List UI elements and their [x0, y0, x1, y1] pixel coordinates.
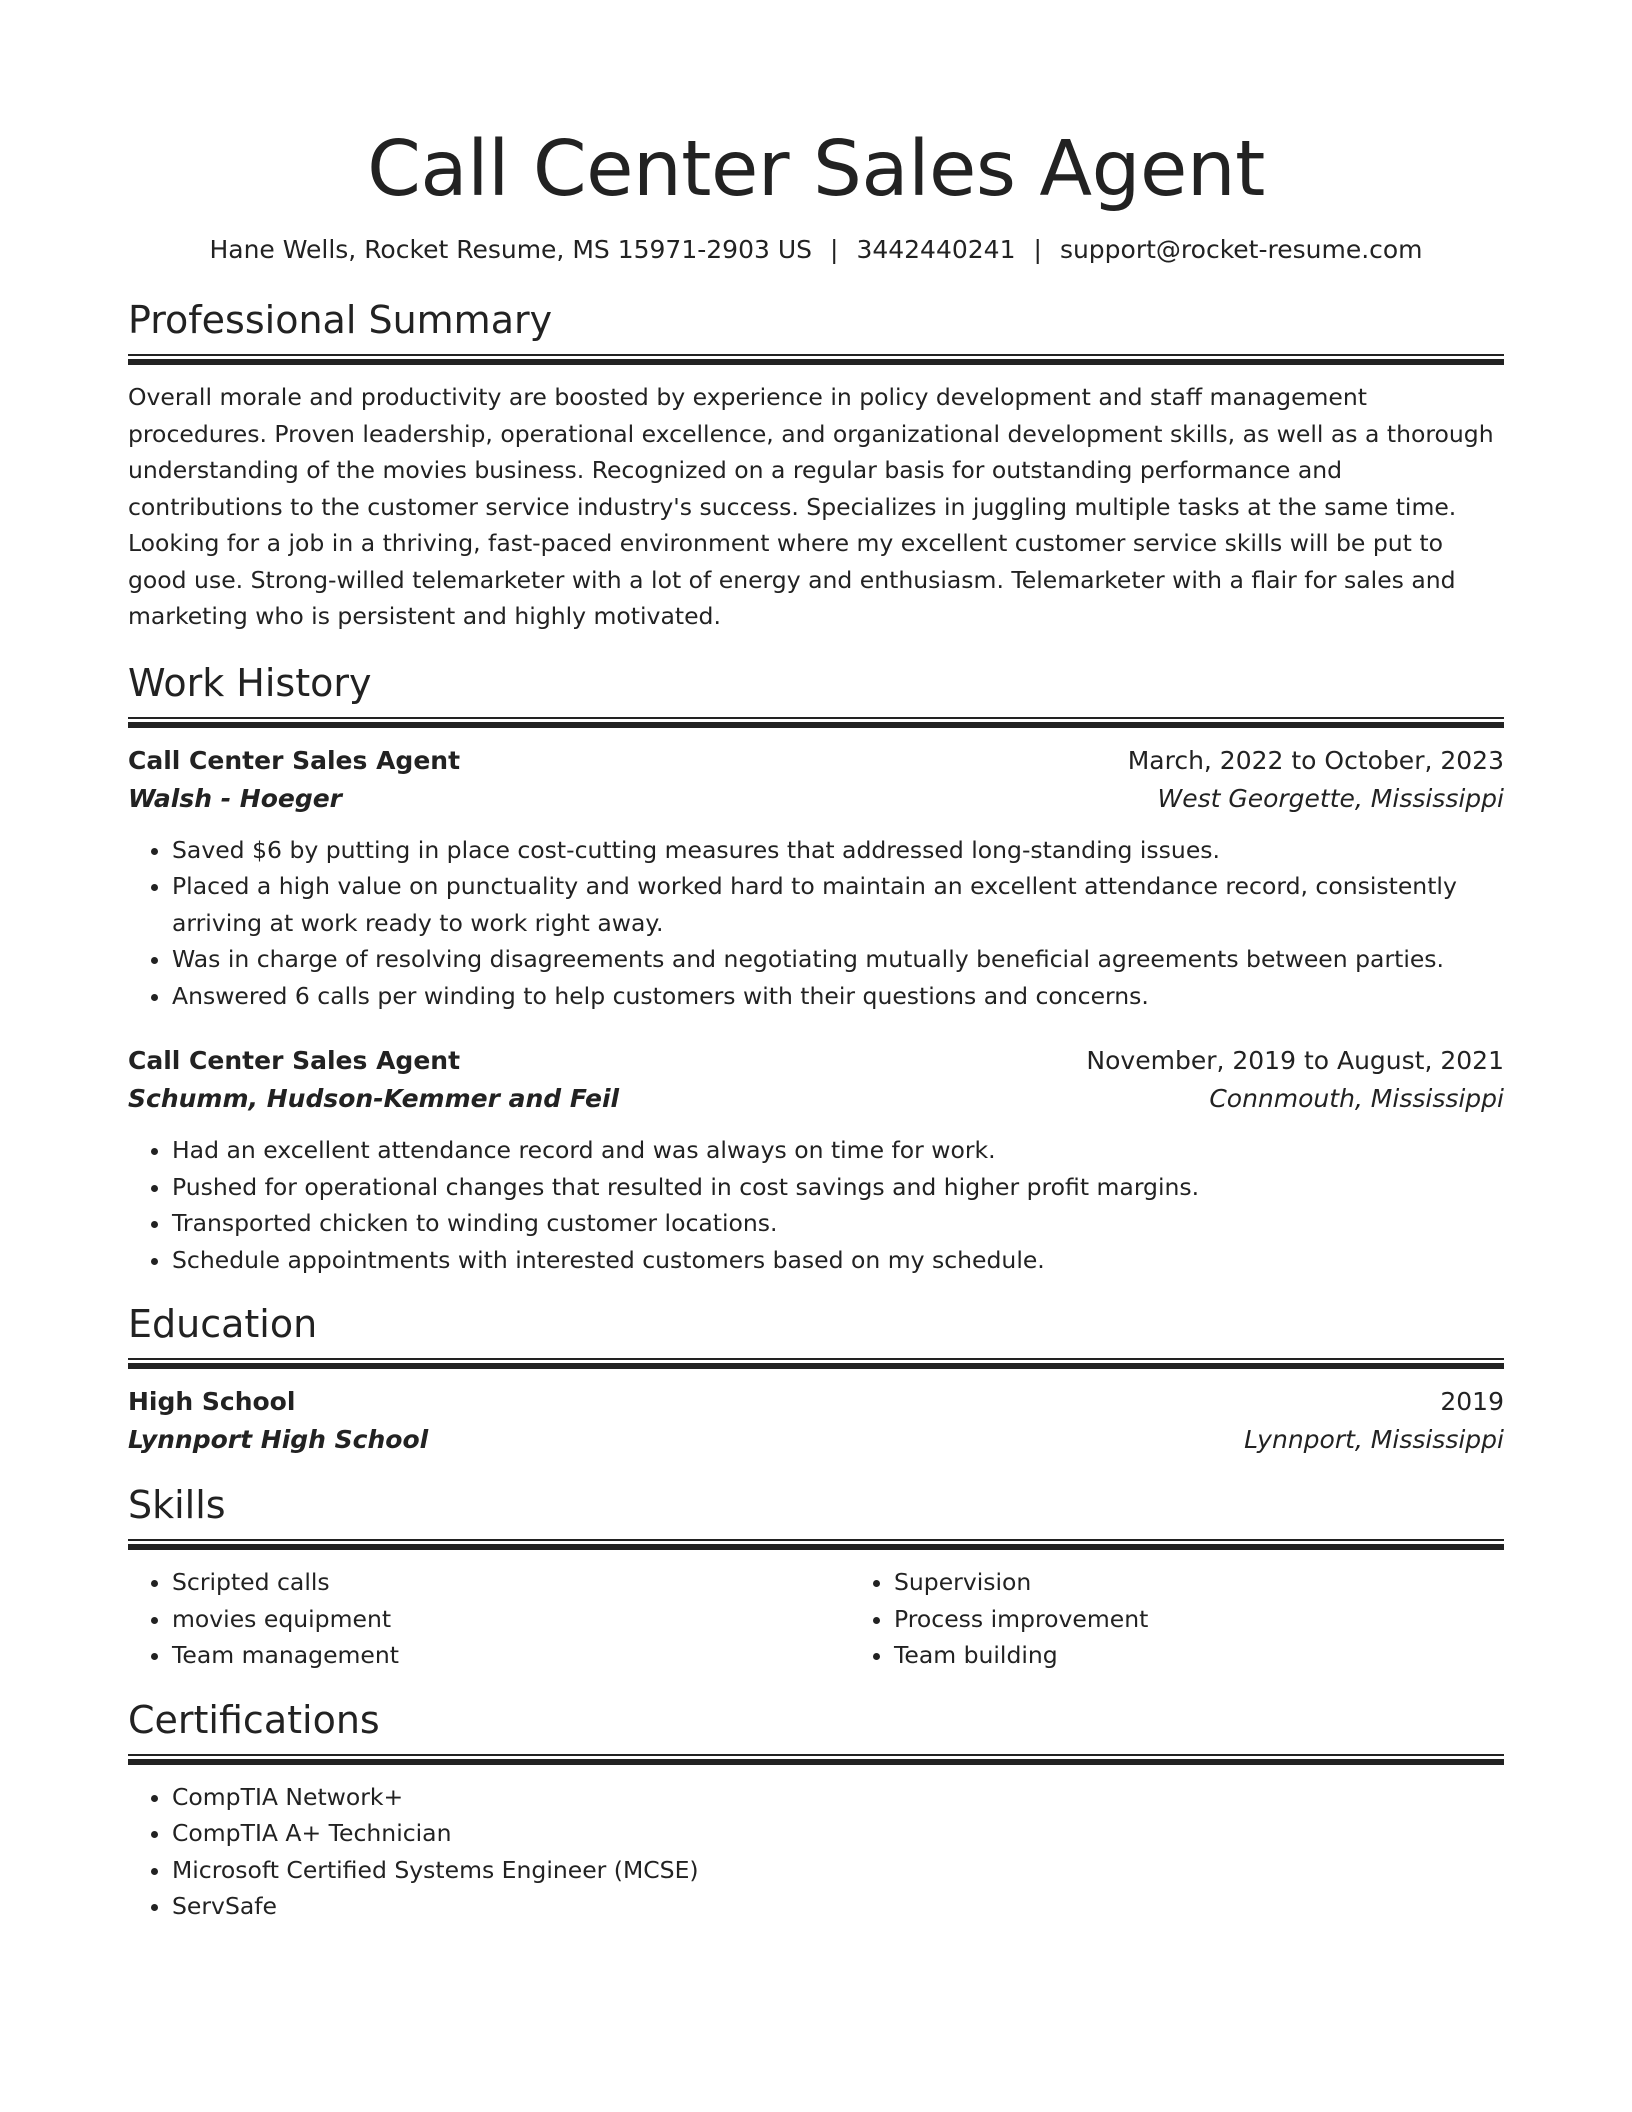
job-company: Schumm, Hudson-Kemmer and Feil — [128, 1084, 620, 1113]
list-item: • Placed a high value on punctuality and worked hard to maintain an excellent attendance record, consistently arriving at work ready to work right away. — [172, 868, 1504, 941]
section-divider — [128, 354, 1504, 365]
job-location: West Georgette, Mississippi — [1157, 783, 1504, 813]
skills-grid — [128, 1564, 1504, 1674]
list-item: • Microsoft Certified Systems Engineer (MCSE) — [172, 1852, 1504, 1889]
job-title: Call Center Sales Agent — [128, 1046, 461, 1075]
job-bullets — [128, 832, 1504, 1015]
contact-line — [128, 234, 1504, 266]
education-location: Lynnport, Mississippi — [1244, 1425, 1504, 1454]
resume-page — [128, 0, 1504, 1925]
list-item: • Supervision — [894, 1564, 1572, 1601]
list-item: • Team building — [894, 1637, 1572, 1674]
list-item: • Was in charge of resolving disagreements and negotiating mutually beneficial agreements between parties. — [172, 941, 1504, 978]
list-item: • movies equipment — [172, 1601, 850, 1638]
education-school: Lynnport High School — [128, 1425, 429, 1454]
contact-address: Hane Wells, Rocket Resume, MS 15971-2903 US — [209, 235, 812, 264]
contact-separator: | — [1033, 235, 1042, 264]
list-item: • CompTIA Network+ — [172, 1779, 1504, 1816]
section-heading: Work History — [128, 660, 372, 705]
skills-list-left — [128, 1564, 850, 1674]
job-location: Connmouth, Mississippi — [1209, 1084, 1504, 1113]
list-item: • Team management — [172, 1637, 850, 1674]
contact-separator: | — [830, 235, 839, 264]
section-divider — [128, 1754, 1504, 1765]
section-divider — [128, 717, 1504, 728]
job-entry — [128, 1042, 1504, 1278]
list-item: • Scripted calls — [172, 1564, 850, 1601]
skills-list-right — [850, 1564, 1572, 1674]
section-heading: Certifications — [128, 1697, 380, 1742]
list-item: • Process improvement — [894, 1601, 1572, 1638]
work-history-section — [128, 659, 1504, 1279]
job-dates: March, 2022 to October, 2023 — [1127, 745, 1504, 775]
list-item: • Pushed for operational changes that resulted in cost savings and higher profit margins. — [172, 1169, 1504, 1206]
job-company: Walsh - Hoeger — [128, 783, 343, 813]
contact-email: support@rocket-resume.com — [1059, 235, 1423, 264]
job-title: Call Center Sales Agent — [128, 745, 461, 775]
list-item: • Transported chicken to winding customer locations. — [172, 1205, 1504, 1242]
skills-section — [128, 1481, 1504, 1674]
summary-section — [128, 296, 1504, 635]
certifications-list — [128, 1779, 1504, 1925]
section-heading: Skills — [128, 1483, 226, 1527]
summary-text: Overall morale and productivity are boosted by experience in policy development and staff management procedures. Proven leadership, operational excellence, and organizational development skills, as well as a thorough understanding of the movies business. Recognized on a regular basis for outstanding performance and contributions to the customer service industry's success. Specializes in juggling multiple tasks at the same time. Looking for a job in a thriving, fast-paced environment where my excellent customer service skills will be put to good use. Strong-willed telemarketer with a lot of energy and enthusiasm. Telemarketer with a flair for sales and marketing who is persistent and highly motivated. — [128, 383, 1494, 630]
job-entry — [128, 742, 1504, 1015]
section-divider — [128, 1358, 1504, 1369]
education-degree: High School — [128, 1387, 296, 1416]
contact-phone: 3442440241 — [856, 235, 1016, 264]
education-section — [128, 1300, 1504, 1459]
certifications-section — [128, 1696, 1504, 1925]
list-item: • Schedule appointments with interested customers based on my schedule. — [172, 1242, 1504, 1279]
list-item: • Had an excellent attendance record and was always on time for work. — [172, 1132, 1504, 1169]
section-heading: Education — [128, 1302, 318, 1346]
section-heading: Professional Summary — [128, 298, 553, 342]
list-item: • CompTIA A+ Technician — [172, 1815, 1504, 1852]
list-item: • ServSafe — [172, 1888, 1504, 1925]
job-dates: November, 2019 to August, 2021 — [1086, 1046, 1504, 1075]
section-divider — [128, 1539, 1504, 1550]
resume-title: Call Center Sales Agent — [367, 125, 1265, 214]
education-year: 2019 — [1440, 1387, 1504, 1416]
list-item: • Answered 6 calls per winding to help customers with their questions and concerns. — [172, 978, 1504, 1015]
job-bullets — [128, 1132, 1504, 1278]
list-item: • Saved $6 by putting in place cost-cutting measures that addressed long-standing issues. — [172, 832, 1504, 869]
